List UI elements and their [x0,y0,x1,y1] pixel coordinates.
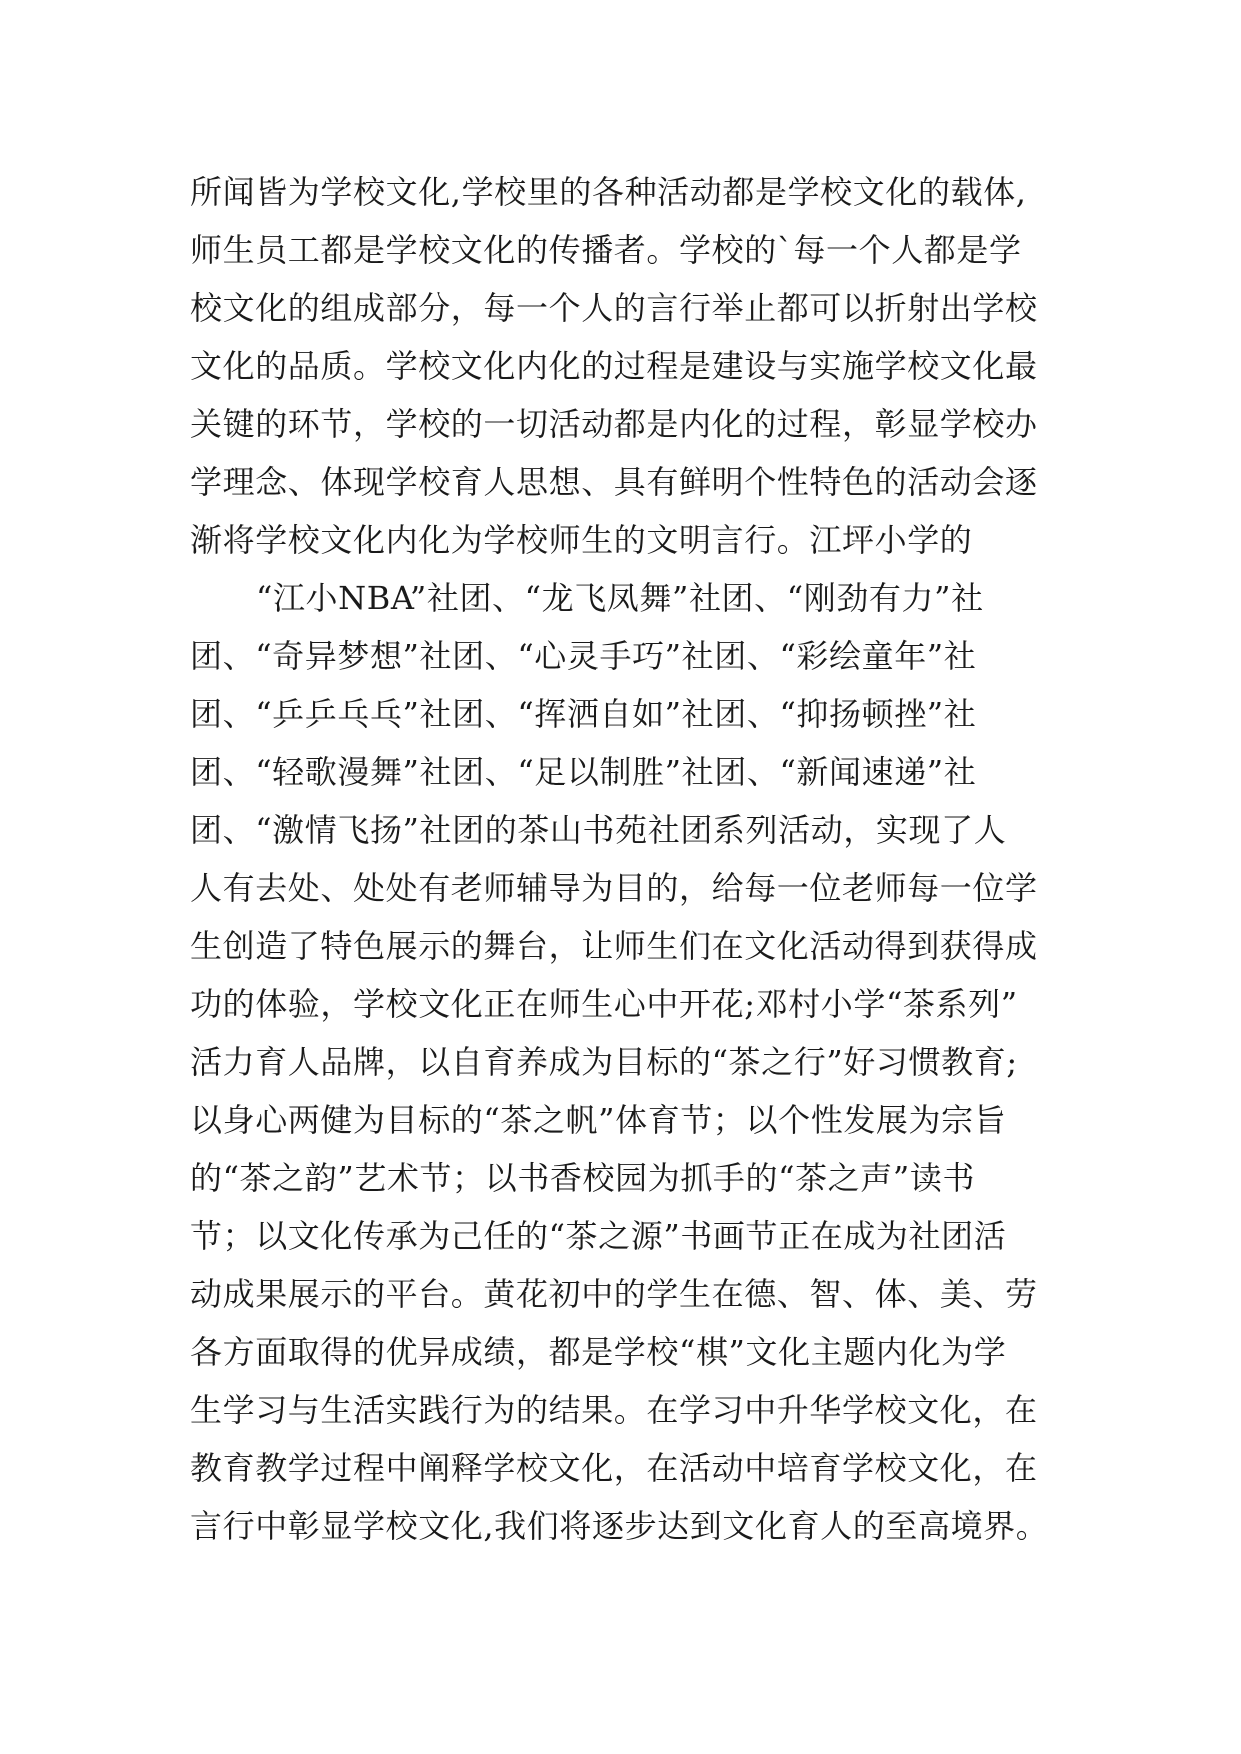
text-line: 各方面取得的优异成绩，都是学校“棋”文化主题内化为学 [190,1333,1007,1371]
text-line: 的“茶之韵”艺术节；以书香校园为抓手的“茶之声”读书 [190,1159,976,1197]
body-text [190,163,1090,1555]
text-line: 文化的品质。学校文化内化的过程是建设与实施学校文化最 [190,347,1038,385]
text-line: 所闻皆为学校文化,学校里的各种活动都是学校文化的载体, [190,173,1027,211]
text-line: 活力育人品牌，以自育养成为目标的“茶之行”好习惯教育; [190,1043,1018,1081]
text-line: 团、“乒乒乓乓”社团、“挥洒自如”社团、“抑扬顿挫”社 [190,695,977,733]
text-line: 节；以文化传承为己任的“茶之源”书画节正在成为社团活 [190,1217,1007,1255]
text-line: 渐将学校文化内化为学校师生的文明言行。江坪小学的 [190,521,973,559]
text-line: 言行中彰显学校文化,我们将逐步达到文化育人的至高境界。 [190,1507,1049,1545]
text-line: 团、“奇异梦想”社团、“心灵手巧”社团、“彩绘童年”社 [190,637,977,675]
text-line: 生学习与生活实践行为的结果。在学习中升华学校文化，在 [190,1391,1038,1429]
text-line: 动成果展示的平台。黄花初中的学生在德、智、体、美、劳 [190,1275,1038,1313]
text-line: 教育教学过程中阐释学校文化，在活动中培育学校文化，在 [190,1449,1038,1487]
text-line: 团、“激情飞扬”社团的茶山书苑社团系列活动，实现了人 [190,811,1007,849]
text-line: 校文化的组成部分，每一个人的言行举止都可以折射出学校 [190,289,1038,327]
text-line: 功的体验，学校文化正在师生心中开花;邓村小学“茶系列” [190,985,1018,1023]
text-line: 团、“轻歌漫舞”社团、“足以制胜”社团、“新闻速递”社 [190,753,977,791]
text-line: 师生员工都是学校文化的传播者。学校的`每一个人都是学 [190,231,1022,269]
text-line: 生创造了特色展示的舞台，让师生们在文化活动得到获得成 [190,927,1038,965]
paragraph-first-line: “江小NBA”社团、“龙飞凤舞”社团、“刚劲有力”社 [256,579,984,617]
text-line: 以身心两健为目标的“茶之帆”体育节；以个性发展为宗旨 [190,1101,1007,1139]
text-line: 学理念、体现学校育人思想、具有鲜明个性特色的活动会逐 [190,463,1038,501]
text-line: 人有去处、处处有老师辅导为目的，给每一位老师每一位学 [190,869,1038,907]
text-line: 关键的环节，学校的一切活动都是内化的过程，彰显学校办 [190,405,1038,443]
